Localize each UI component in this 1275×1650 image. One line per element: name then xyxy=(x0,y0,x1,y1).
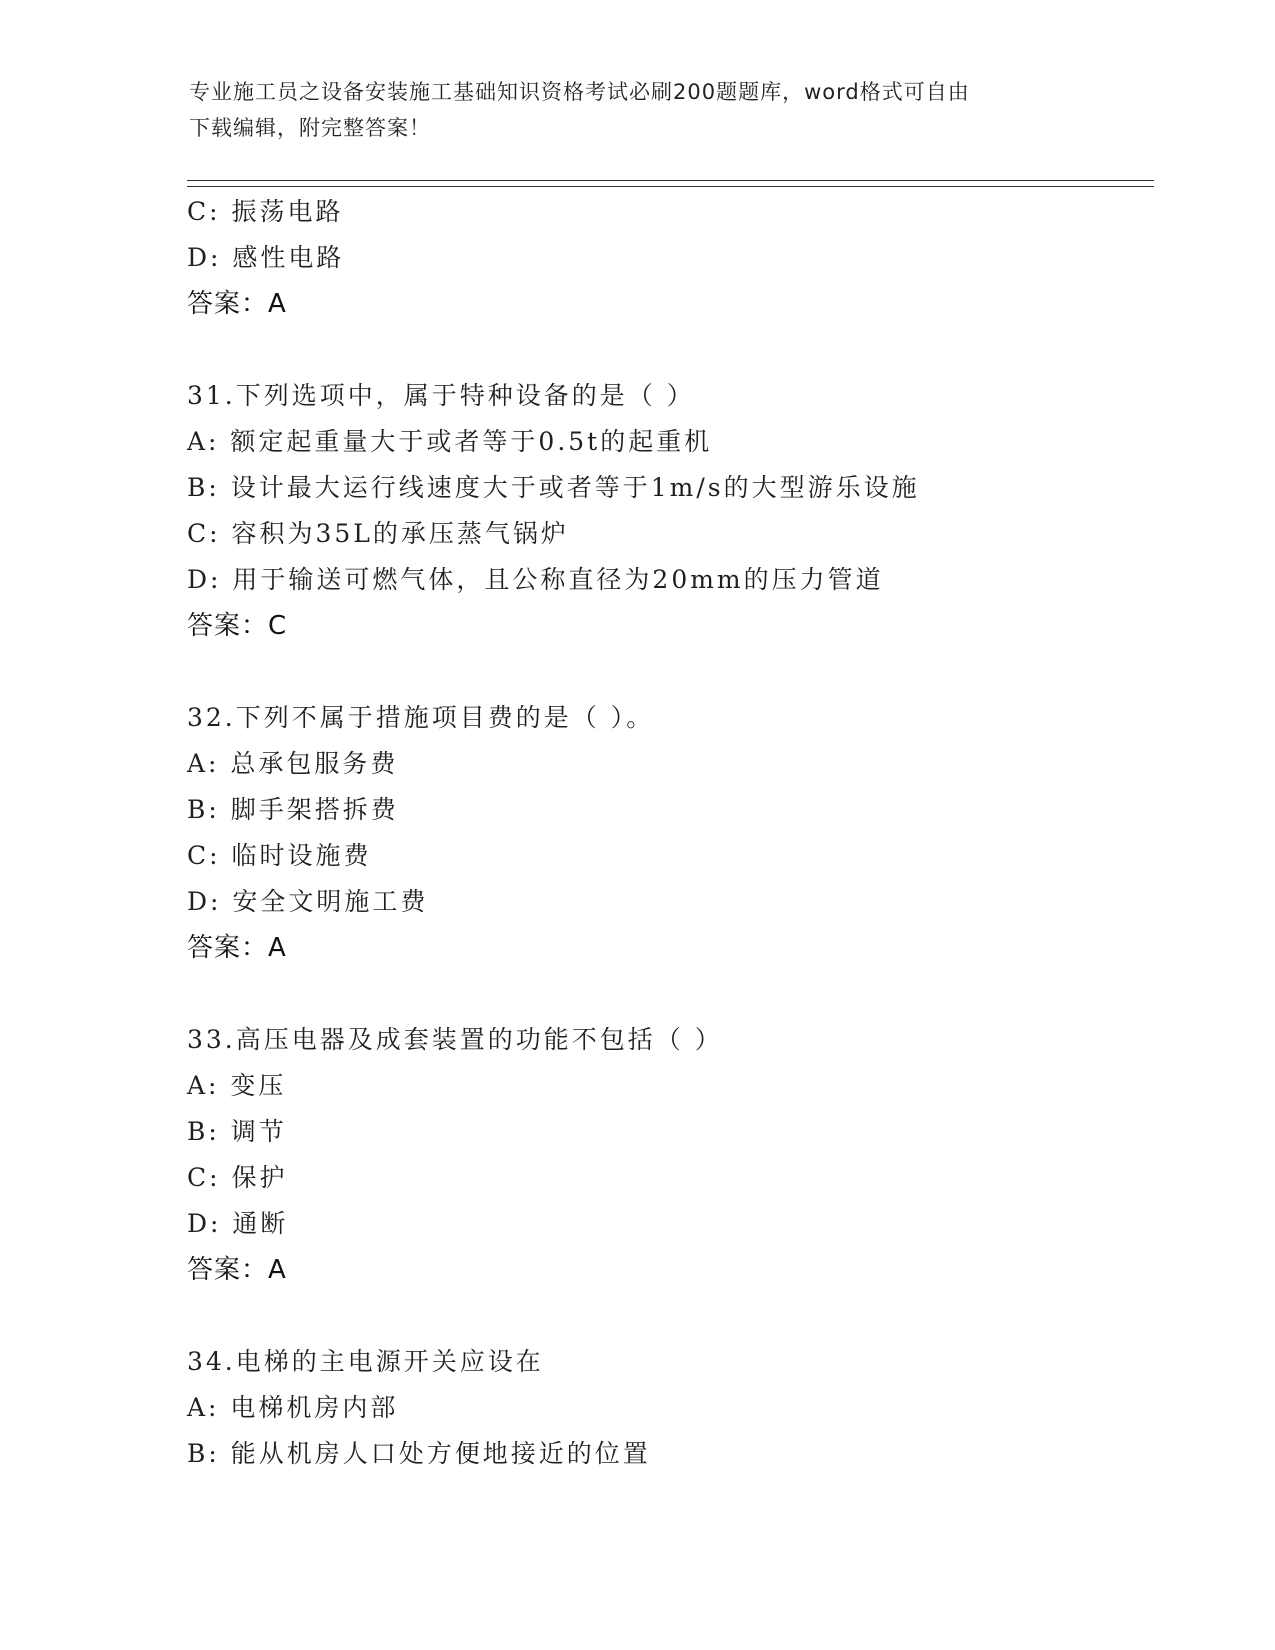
option-a: A: 总承包服务费 xyxy=(187,749,399,778)
answer-label: 答案：A xyxy=(187,1255,287,1285)
question-stem: 33.高压电器及成套装置的功能不包括（ ） xyxy=(187,1025,723,1054)
option-d: D: 通断 xyxy=(187,1209,289,1238)
option-a: A: 额定起重量大于或者等于0.5t的起重机 xyxy=(187,427,713,456)
option-d: D: 用于输送可燃气体，且公称直径为20mm的压力管道 xyxy=(187,565,884,594)
option-b: B: 脚手架搭拆费 xyxy=(187,795,399,824)
option-c: C: 保护 xyxy=(187,1163,288,1192)
option-c: C: 振荡电路 xyxy=(187,197,344,226)
answer-label: 答案：A xyxy=(187,289,287,319)
question-stem: 32.下列不属于措施项目费的是（ ）。 xyxy=(187,703,655,732)
spacer xyxy=(187,649,1187,695)
question-stem: 31.下列选项中，属于特种设备的是（ ） xyxy=(187,381,695,410)
question-block-previous xyxy=(187,189,1187,327)
header-title-line-1: 专业施工员之设备安装施工基础知识资格考试必刷200题题库，word格式可自由 xyxy=(189,80,970,104)
option-d: D: 感性电路 xyxy=(187,243,345,272)
question-list xyxy=(187,189,1187,1477)
question-stem: 34.电梯的主电源开关应设在 xyxy=(187,1347,544,1376)
answer-label: 答案：C xyxy=(187,611,288,641)
option-d: D: 安全文明施工费 xyxy=(187,887,429,916)
option-a: A: 变压 xyxy=(187,1071,287,1100)
spacer xyxy=(187,327,1187,373)
answer-label: 答案：A xyxy=(187,933,287,963)
header-divider-top xyxy=(187,180,1154,181)
question-block-34 xyxy=(187,1339,1187,1477)
option-c: C: 容积为35L的承压蒸气锅炉 xyxy=(187,519,569,548)
document-header xyxy=(189,74,1089,146)
question-block-33 xyxy=(187,1017,1187,1293)
spacer xyxy=(187,1293,1187,1339)
option-c: C: 临时设施费 xyxy=(187,841,372,870)
header-title-line-2: 下载编辑，附完整答案！ xyxy=(189,116,431,140)
question-block-31 xyxy=(187,373,1187,649)
option-b: B: 调节 xyxy=(187,1117,287,1146)
spacer xyxy=(187,971,1187,1017)
option-b: B: 设计最大运行线速度大于或者等于1m/s的大型游乐设施 xyxy=(187,473,920,502)
option-a: A: 电梯机房内部 xyxy=(187,1393,399,1422)
option-b: B: 能从机房人口处方便地接近的位置 xyxy=(187,1439,651,1468)
question-block-32 xyxy=(187,695,1187,971)
header-divider-bottom xyxy=(187,186,1154,187)
